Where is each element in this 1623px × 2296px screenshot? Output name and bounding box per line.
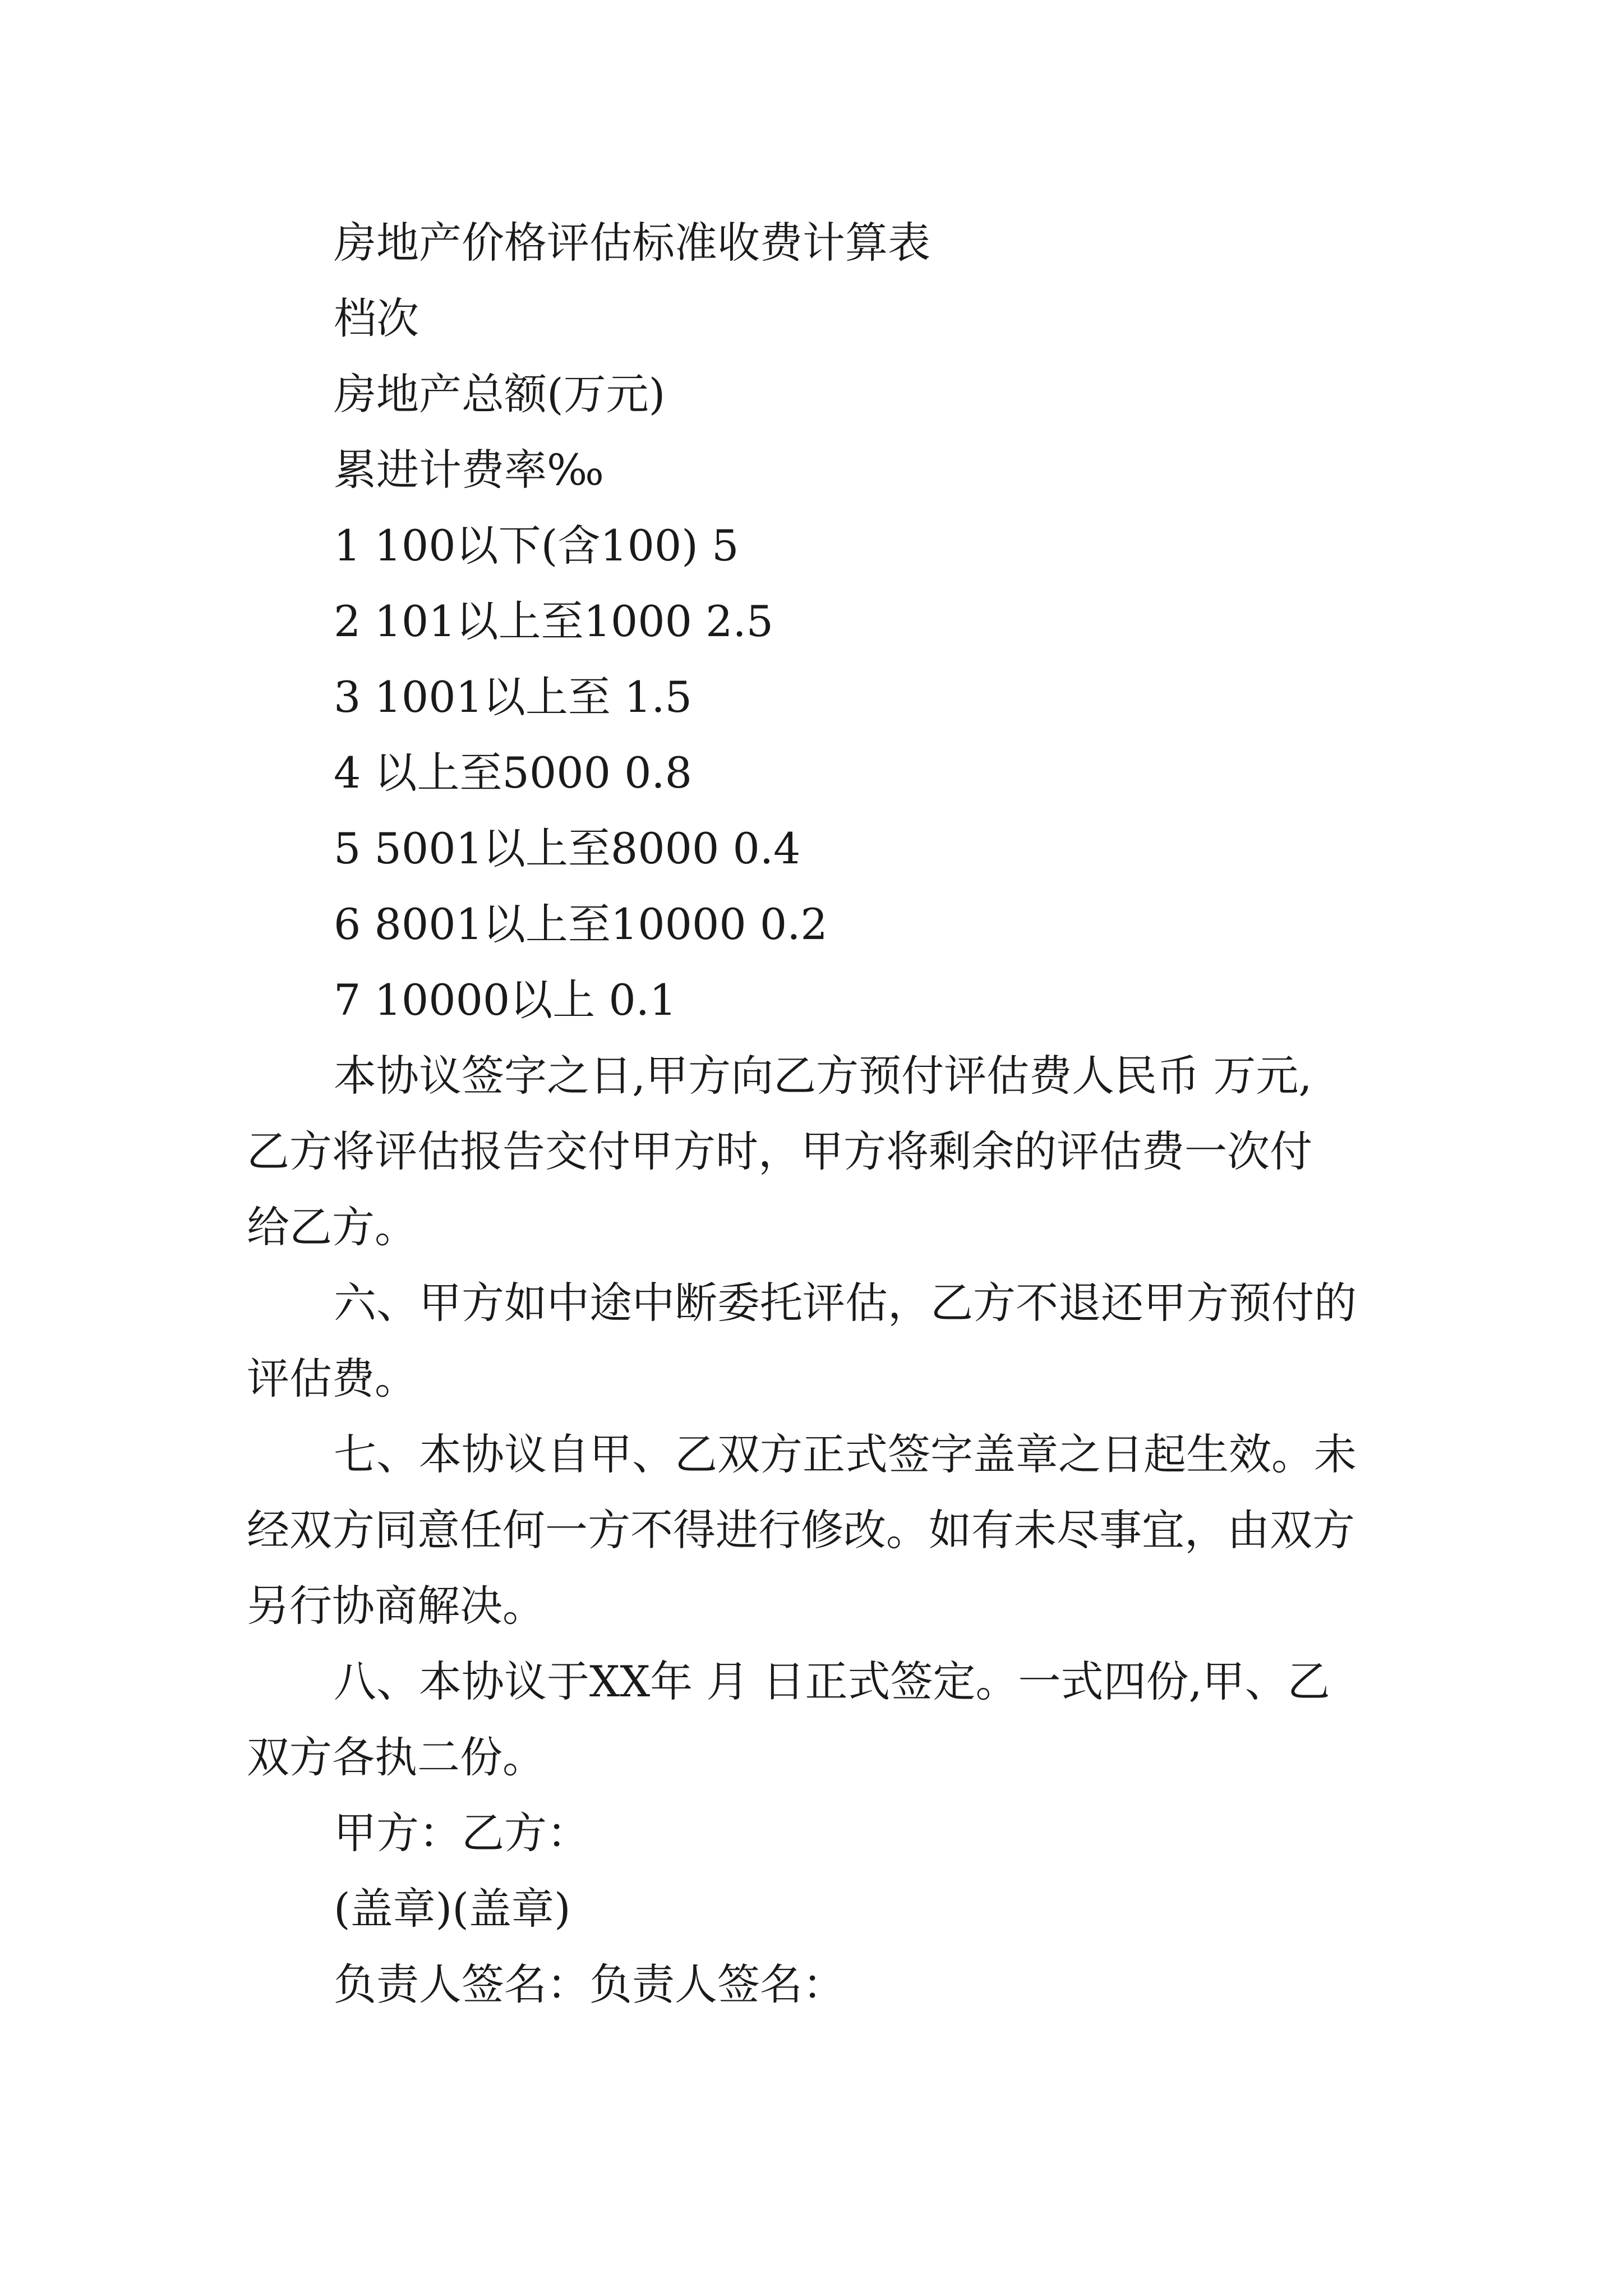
column-header-level: 档次: [334, 293, 419, 343]
paragraph-line: 另行协商解决。: [247, 1581, 545, 1631]
paragraph-line: 评估费。: [247, 1354, 417, 1404]
paragraph-line: 双方各执二份。: [247, 1732, 545, 1782]
fee-row: 2 101以上至1000 2.5: [334, 596, 774, 646]
signature-labels: 负责人签名：负责人签名：: [334, 1959, 845, 2009]
fee-row: 6 8001以上至10000 0.2: [334, 899, 828, 949]
column-header-rate: 累进计费率‰: [334, 445, 604, 495]
paragraph-line: 本协议签字之日,甲方向乙方预付评估费人民币 万元,: [334, 1051, 1312, 1101]
paragraph-line: 经双方同意任何一方不得进行修改。如有未尽事宜，由双方: [247, 1505, 1355, 1555]
paragraph-line: 八、本协议于XX年 月 日正式签定。一式四份,甲、乙: [334, 1657, 1330, 1706]
table-title: 房地产价格评估标准收费计算表: [334, 218, 930, 268]
fee-row: 4 以上至5000 0.8: [334, 748, 692, 798]
paragraph-line: 七、本协议自甲、乙双方正式签字盖章之日起生效。未: [334, 1429, 1357, 1479]
fee-row: 3 1001以上至 1.5: [334, 672, 692, 722]
paragraph-line: 给乙方。: [247, 1202, 417, 1252]
party-labels: 甲方：乙方：: [334, 1808, 589, 1858]
fee-row: 5 5001以上至8000 0.4: [334, 823, 801, 873]
fee-row: 7 10000以上 0.1: [334, 975, 677, 1025]
column-header-amount: 房地产总额(万元): [334, 369, 666, 419]
fee-row: 1 100以下(含100) 5: [334, 521, 739, 570]
paragraph-line: 六、甲方如中途中断委托评估，乙方不退还甲方预付的: [334, 1278, 1357, 1328]
seal-labels: (盖章)(盖章): [334, 1884, 571, 1934]
paragraph-line: 乙方将评估报告交付甲方时，甲方将剩余的评估费一次付: [247, 1126, 1312, 1176]
